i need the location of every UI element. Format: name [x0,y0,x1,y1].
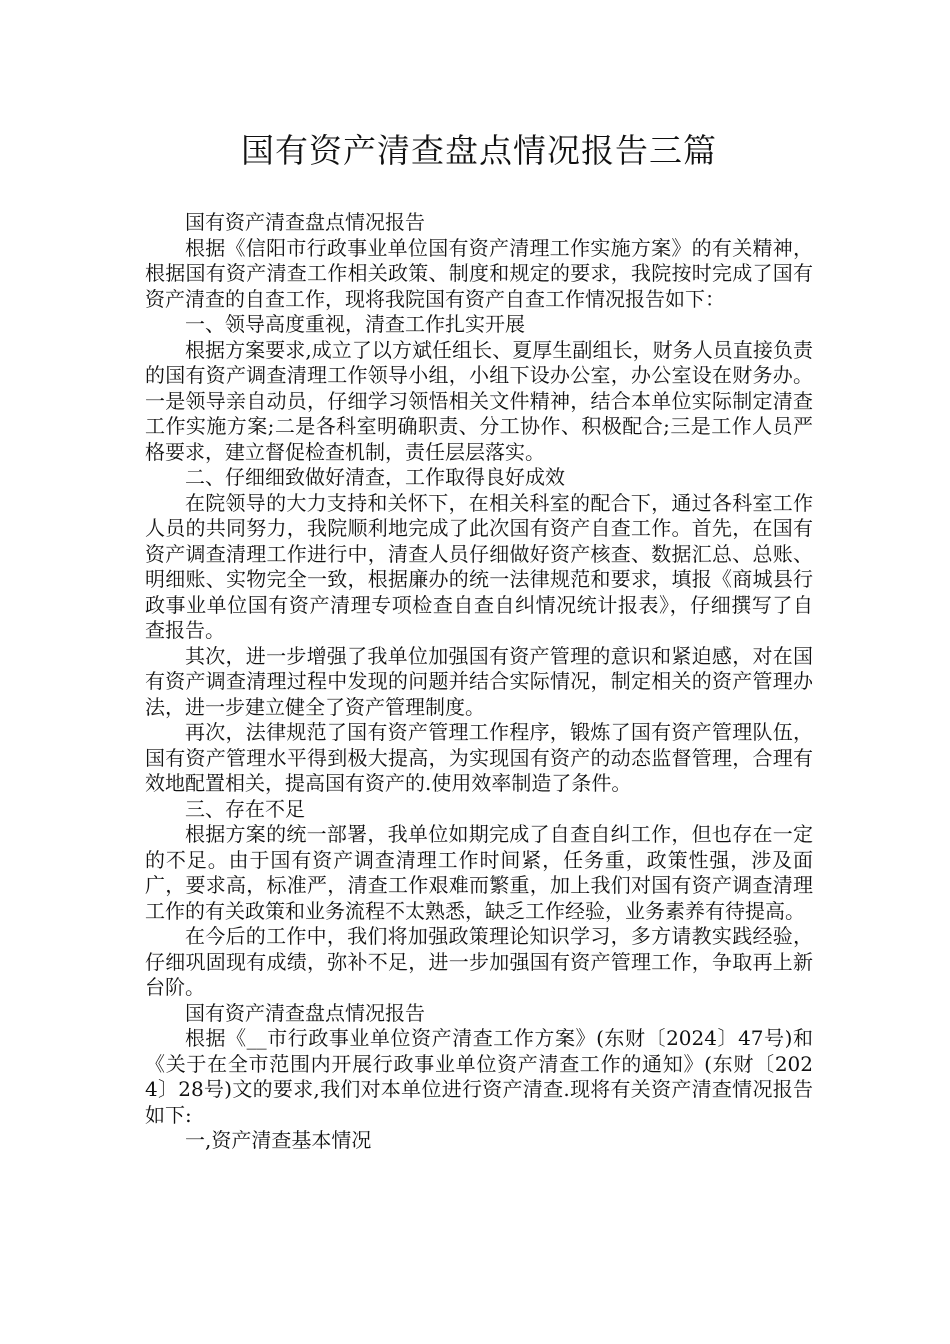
section-2-paragraph-1: 在院领导的大力支持和关怀下，在相关科室的配合下，通过各科室工作人员的共同努力，我院顺利地完成了此次国有资产自查工作。首先，在国有资产调查清理工作进行中，清查人员仔细做好资产核查、数据汇总、总账、明细账、实物完全一致，根据廉办的统一法律规范和要求，填报《商城县行政事业单位国有资产清理专项检查自查自纠情况统计报表》，仔细撰写了自查报告。 [145,490,813,642]
section-heading-3: 三、存在不足 [185,796,305,821]
section-1-paragraph: 根据方案要求,成立了以方斌任组长、夏厚生副组长，财务人员直接负责的国有资产调查清理工作领导小组，小组下设办公室，办公室设在财务办。一是领导亲自动员，仔细学习领悟相关文件精神，结合本单位实际制定清查工作实施方案;二是各科室明确职责、分工协作、积极配合;三是工作人员严格要求，建立督促检查机制，责任层层落实。 [145,337,813,464]
report-2-intro-paragraph: 根据《__市行政事业单位资产清查工作方案》(东财〔2024〕47号)和《关于在全市范围内开展行政事业单位资产清查工作的通知》(东财〔2024〕28号)文的要求,我们对本单位进行资产清查.现将有关资产清查情况报告如下: [145,1026,813,1127]
subtitle-report-2: 国有资产清查盘点情况报告 [185,1000,425,1025]
intro-paragraph: 根据《信阳市行政事业单位国有资产清理工作实施方案》的有关精神，根据国有资产清查工作相关政策、制度和规定的要求，我院按时完成了国有资产清查的自查工作，现将我院国有资产自查工作情况报告如下： [145,235,813,311]
section-3-paragraph-1: 根据方案的统一部署，我单位如期完成了自查自纠工作，但也存在一定的不足。由于国有资产调查清理工作时间紧，任务重，政策性强，涉及面广，要求高，标准严，清查工作艰难而繁重，加上我们对国有资产调查清理工作的有关政策和业务流程不太熟悉，缺乏工作经验，业务素养有待提高。 [145,822,813,923]
document-page [145,128,813,1154]
report-2-section-heading-1: 一,资产清查基本情况 [185,1128,372,1152]
section-heading-2: 二、仔细细致做好清查，工作取得良好成效 [185,465,565,489]
subtitle-report-1: 国有资产清查盘点情况报告 [185,210,425,234]
section-2-paragraph-2: 其次，进一步增强了我单位加强国有资产管理的意识和紧迫感，对在国有资产调查清理过程中发现的问题并结合实际情况，制定相关的资产管理办法，进一步建立健全了资产管理制度。 [145,643,813,719]
section-heading-1: 一、领导高度重视，清查工作扎实开展 [185,312,525,336]
document-title: 国有资产清查盘点情况报告三篇 [241,131,717,170]
section-3-paragraph-2: 在今后的工作中，我们将加强政策理论知识学习，多方请教实践经验，仔细巩固现有成绩，弥补不足，进一步加强国有资产管理工作，争取再上新台阶。 [145,924,813,999]
section-2-paragraph-3: 再次，法律规范了国有资产管理工作程序，锻炼了国有资产管理队伍，国有资产管理水平得到极大提高，为实现国有资产的动态监督管理，合理有效地配置相关，提高国有资产的.使用效率制造了条件。 [145,720,813,795]
